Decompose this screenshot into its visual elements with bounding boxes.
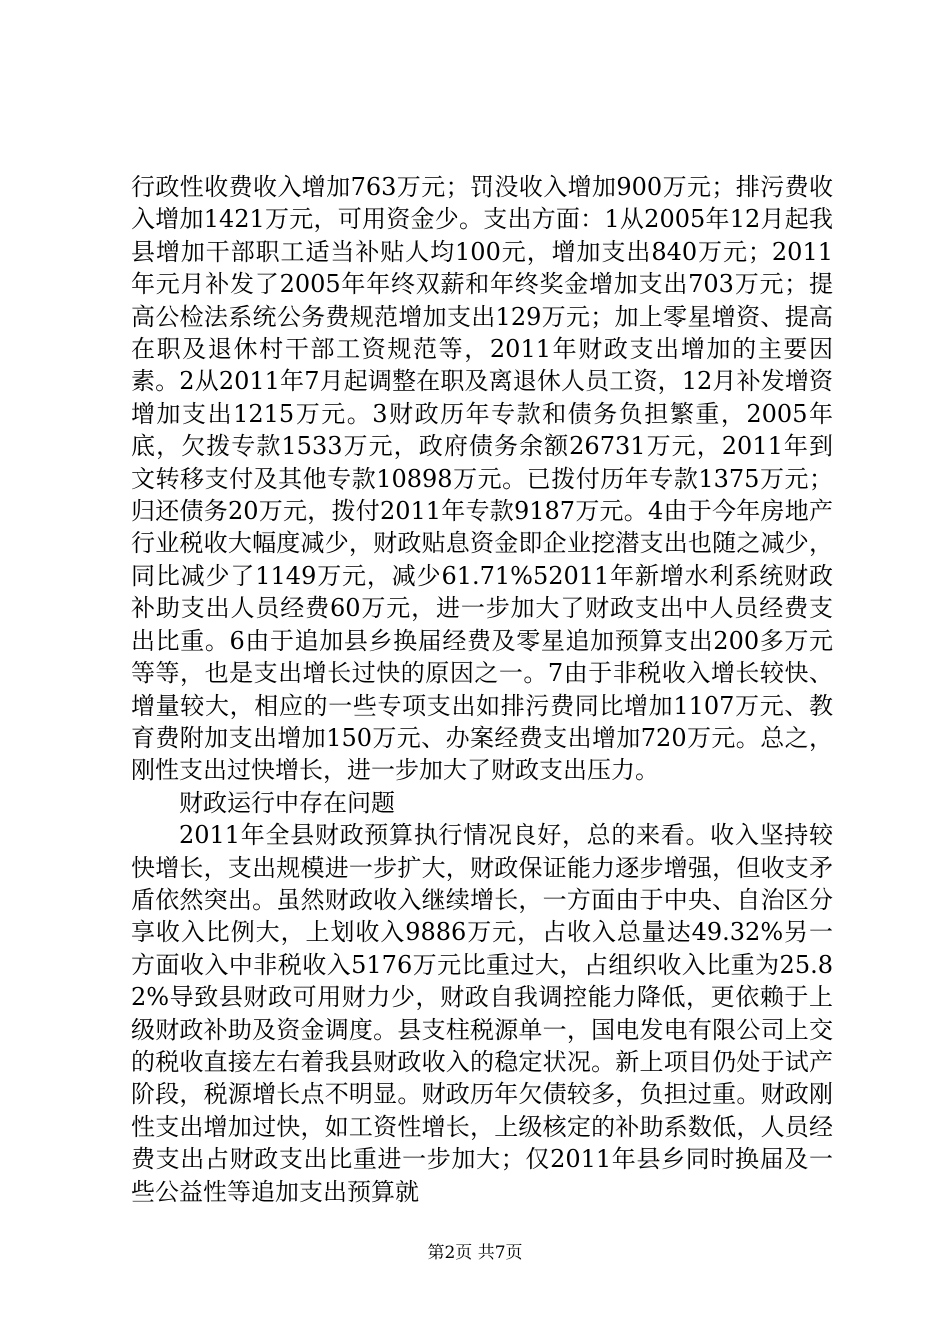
paragraph-fiscal-problems: 2011年全县财政预算执行情况良好，总的来看。收入坚持较快增长，支出规模进一步扩大，财政保证能力逐步增强，但收支矛盾依然突出。虽然财政收入继续增长，一方面由于中央、自治区分享收入比例大，上划收入9886万元，占收入总量达49.32%另一方面收入中非税收入5176万元比重过大，占组织收入比重为25.82%导致县财政可用财力少，财政自我调控能力降低，更依赖于上级财政补助及资金调度。县支柱税源单一，国电发电有限公司上交的税收直接左右着我县财政收入的稳定状况。新上项目仍处于试产阶段，税源增长点不明显。财政历年欠债较多，负担过重。财政刚性支出增加过快，如工资性增长，上级核定的补助系数低，人员经费支出占财政支出比重进一步加大；仅2011年县乡同时换届及一些公益性等追加支出预算就 — [131, 821, 833, 1206]
section-heading-fiscal-problems: 财政运行中存在问题 — [179, 788, 395, 817]
document-body — [131, 171, 833, 1208]
paragraph-expenditure-factors: 行政性收费收入增加763万元；罚没收入增加900万元；排污费收入增加1421万元，可用资金少。支出方面：1从2005年12月起我县增加干部职工适当补贴人均100元，增加支出840万元；2011年元月补发了2005年年终双薪和年终奖金增加支出703万元；提高公检法系统公务费规范增加支出129万元；加上零星增资、提高在职及退休村干部工资规范等，2011年财政支出增加的主要因素。2从2011年7月起调整在职及离退休人员工资，12月补发增资增加支出1215万元。3财政历年专款和债务负担繁重，2005年底，欠拨专款1533万元，政府债务余额26731万元，2011年到文转移支付及其他专款10898万元。已拨付历年专款1375万元；归还债务20万元，拨付2011年专款9187万元。4由于今年房地产行业税收大幅度减少，财政贴息资金即企业挖潜支出也随之减少，同比减少了1149万元，减少61.71%52011年新增水利系统财政补助支出人员经费60万元，进一步加大了财政支出中人员经费支出比重。6由于追加县乡换届经费及零星追加预算支出200多万元等等，也是支出增长过快的原因之一。7由于非税收入增长较快、增量较大，相应的一些专项支出如排污费同比增加1107万元、教育费附加支出增加150万元、办案经费支出增加720万元。总之，刚性支出过快增长，进一步加大了财政支出压力。 — [131, 173, 833, 785]
page-number-footer: 第2页 共7页 — [427, 1243, 523, 1263]
